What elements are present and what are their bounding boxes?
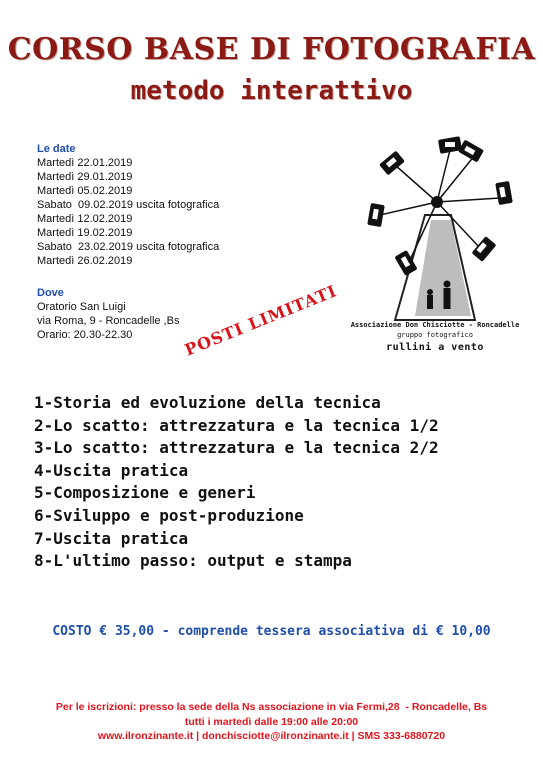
lesson-item: 8-L'ultimo passo: output e stampa [34,551,352,571]
date-item: Sabato 09.02.2019 uscita fotografica [37,199,220,211]
logo-association: Associazione Don Chisciotte - Roncadelle [350,321,520,329]
date-item: Martedì 29.01.2019 [37,171,133,183]
page-title: CORSO BASE DI FOTOGRAFIA [7,32,536,67]
footer-schedule: tutti i martedì dalle 19:00 alle 20:00 [184,715,359,728]
location-heading: Dove [37,287,64,299]
lesson-item: 6-Sviluppo e post-produzione [34,505,304,525]
location-line: via Roma, 9 - Roncadelle ,Bs [37,315,180,327]
lessons-list [34,392,439,573]
date-item: Martedì 22.01.2019 [37,157,133,169]
page-subtitle: metodo interattivo [130,76,413,106]
lesson-item: 3-Lo scatto: attrezzatura e la tecnica 2/2 [34,438,439,458]
lesson-item: 2-Lo scatto: attrezzatura e la tecnica 1/2 [34,415,439,435]
lesson-item: 5-Composizione e generi [34,483,256,503]
dates-section [37,142,219,268]
date-item: Martedì 05.02.2019 [37,185,133,197]
lesson-item: 4-Uscita pratica [34,460,189,480]
posti-limitati-stamp: POSTI LIMITATI [182,281,340,360]
logo-caption [345,321,525,353]
logo-name: rullini a vento [386,342,484,353]
date-item: Martedì 26.02.2019 [37,255,133,267]
lesson-item: 1-Storia ed evoluzione della tecnica [34,393,381,412]
location-line: Orario: 20.30-22.30 [37,329,133,341]
date-item: Martedì 19.02.2019 [37,227,133,239]
date-item: Sabato 23.02.2019 uscita fotografica [37,241,220,253]
cost-info: COSTO € 35,00 - comprende tessera associativa di € 10,00 [52,624,491,639]
lesson-item: 7-Uscita pratica [34,528,189,548]
location-line: Oratorio San Luigi [37,301,126,313]
footer [0,700,543,744]
footer-contacts: www.ilronzinante.it | donchisciotte@ilronzinante.it | SMS 333-6880720 [97,730,446,742]
dates-heading: Le date [37,143,76,155]
date-item: Martedì 12.02.2019 [37,213,133,225]
logo-group: gruppo fotografico [397,331,473,339]
location-section [37,286,179,342]
footer-registration: Per le iscrizioni: presso la sede della Ns associazione in via Fermi,28 - Roncadelle, Bs [55,701,488,713]
